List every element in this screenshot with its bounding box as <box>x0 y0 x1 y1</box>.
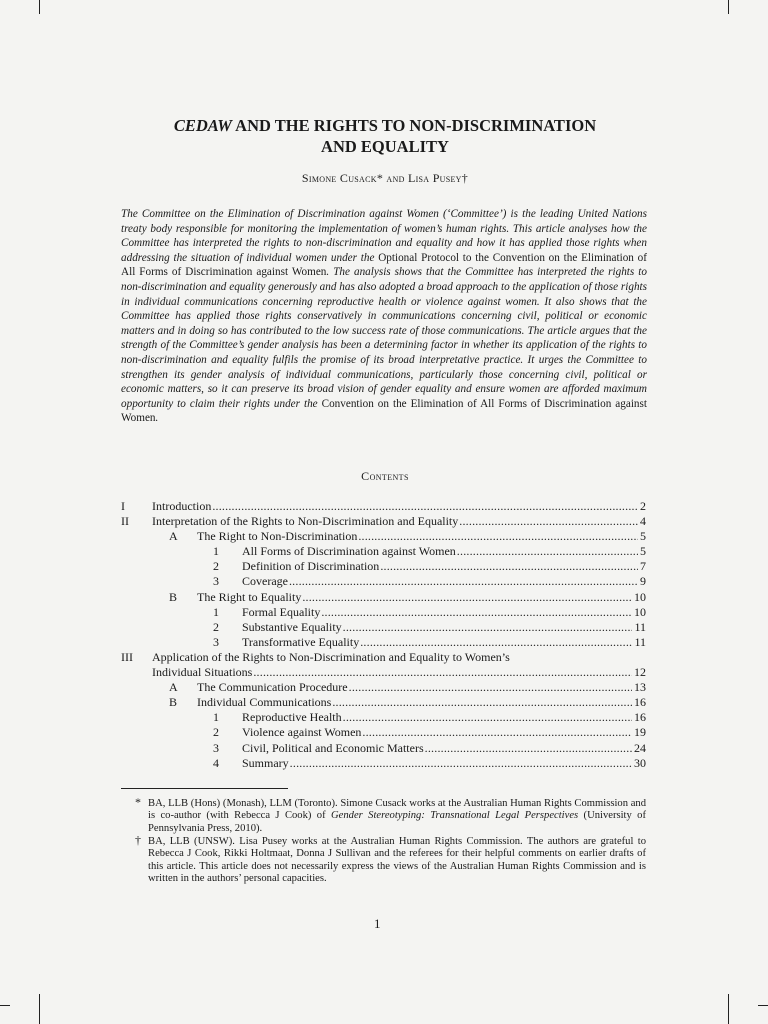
toc-label: Interpretation of the Rights to Non-Discrimination and Equality <box>152 514 459 529</box>
toc-leader-dots <box>349 680 632 695</box>
toc-page-number: 10 <box>634 589 646 604</box>
toc-page-number: 16 <box>634 695 646 710</box>
toc-number: B <box>169 589 178 604</box>
contents-heading: Contents <box>361 469 409 483</box>
toc-number: 4 <box>213 755 219 770</box>
abstract-segment: . The analysis shows that the Committee has interpreted the rights to non-discrimination and equality generously and has also adopted a broad approach to the application of those rights in individual communications concerning reproductive health or violence against women. It also shows that the Committee has applied those rights conservatively in communications concerning civil, political or economic matters and in doing so has contributed to the low success rate of those communications. The article argues that the strength of the Committee’s gender analysis has been a determining factor in whether its application of the rights to non-discrimination and equality fulfils the promise of its broad interpretative practice. It urges the Committee to strengthen its gender analysis of individual communications, particularly those concerning civil, political or economic matters, so it can preserve its broad vision of gender equality and ensure women are afforded maximum opportunity to claim their rights under the <box>121 266 647 410</box>
crop-mark-bottom-left <box>39 994 40 1024</box>
page-number: 1 <box>374 916 381 931</box>
toc-number: 3 <box>213 740 219 755</box>
toc-entry[interactable] <box>121 529 646 544</box>
toc-entry[interactable] <box>121 741 646 756</box>
crop-mark-bottom-right-h <box>758 1005 768 1006</box>
toc-page-number: 2 <box>640 499 646 513</box>
toc-number: I <box>121 499 125 513</box>
toc-leader-dots <box>289 574 638 589</box>
toc-number: B <box>169 695 178 710</box>
toc-page-number: 10 <box>634 604 646 619</box>
title-line1: AND THE RIGHTS TO NON-DISCRIMINATION <box>231 116 597 135</box>
toc-entry[interactable] <box>121 710 646 725</box>
toc-entry[interactable] <box>121 725 646 740</box>
toc-label: Application of the Rights to Non-Discrimination and Equality to Women’s <box>152 649 510 664</box>
toc-number: III <box>121 649 133 664</box>
toc-label: Summary <box>242 755 289 770</box>
toc-label: Introduction <box>152 499 212 513</box>
toc-page-number: 24 <box>634 740 646 755</box>
toc-page-number: 5 <box>640 544 646 559</box>
toc-label: Transformative Equality <box>242 634 360 649</box>
footnote-book-title: Gender Stereotyping: Transnational Legal Perspectives <box>331 810 579 822</box>
footnote-rule <box>121 788 288 789</box>
toc-page-number: 19 <box>634 725 646 740</box>
toc-label: Substantive Equality <box>242 619 342 634</box>
toc-number: 2 <box>213 559 219 574</box>
title-line2: AND EQUALITY <box>321 137 449 156</box>
footnote-text: BA, LLB (UNSW). Lisa Pusey works at the Australian Human Rights Commission. The authors are grateful to Rebecca J Cook, Rikki Holtmaat, Donna J Sullivan and the referees for their helpful comments on earlier drafts of this article. This article does not necessarily express the views of the Australian Human Rights Commission and is written in the authors’ personal capacities. <box>148 836 646 884</box>
toc-label: Civil, Political and Economic Matters <box>242 740 424 755</box>
toc-leader-dots <box>212 499 638 514</box>
toc-label: Definition of Discrimination <box>242 559 380 574</box>
toc-page-number: 7 <box>640 559 646 574</box>
toc-label: The Right to Equality <box>197 589 302 604</box>
toc-page-number: 9 <box>640 574 646 589</box>
abstract-segment: Optional Protocol to the Convention on the Elimination of All Forms of Discrimination against Women <box>121 251 647 279</box>
toc-leader-dots <box>425 741 632 756</box>
toc-page-number: 11 <box>634 634 646 649</box>
toc-entry[interactable] <box>121 605 646 620</box>
crop-mark-bottom-left-h <box>0 1005 10 1006</box>
toc-leader-dots <box>321 605 632 620</box>
toc-label: Formal Equality <box>242 604 321 619</box>
toc-entry[interactable] <box>121 559 646 574</box>
toc-leader-dots <box>343 620 633 635</box>
toc-entry[interactable] <box>121 620 646 635</box>
toc-leader-dots <box>459 514 638 529</box>
toc-label: Coverage <box>242 574 288 589</box>
toc-page-number: 4 <box>640 514 646 529</box>
toc-entry[interactable] <box>121 665 646 680</box>
abstract-segment: . <box>155 412 159 425</box>
toc-label: Violence against Women <box>242 725 362 740</box>
toc-label: Reproductive Health <box>242 710 342 725</box>
footnote-mark: * <box>135 795 141 809</box>
toc-entry[interactable] <box>121 695 646 710</box>
toc-entry[interactable] <box>121 650 646 665</box>
toc-entry[interactable] <box>121 544 646 559</box>
abstract-segment: The Committee on the Elimination of Discrimination against Women (‘Committee’) is the leading United Nations treaty body responsible for monitoring the implementation of women’s human rights. This article analyses how the Committee has interpreted the rights to non-discrimination and equality and how it has applied those rights when addressing the situation of individual women under the <box>121 208 647 264</box>
toc-number: 1 <box>213 710 219 725</box>
article-title <box>120 115 650 157</box>
toc-number: 3 <box>213 574 219 589</box>
toc-page-number: 30 <box>634 755 646 770</box>
toc-entry[interactable] <box>121 680 646 695</box>
toc-page-number: 5 <box>640 529 646 544</box>
toc-leader-dots <box>362 725 632 740</box>
toc-leader-dots <box>360 635 632 650</box>
toc-number: 3 <box>213 634 219 649</box>
toc-leader-dots <box>358 529 638 544</box>
abstract <box>121 207 647 426</box>
toc-number: 1 <box>213 604 219 619</box>
toc-label: Individual Situations <box>152 665 253 680</box>
authors: Simone Cusack* and Lisa Pusey† <box>301 171 469 185</box>
toc-leader-dots <box>302 590 632 605</box>
toc-number: II <box>121 514 129 529</box>
abstract-segment: Convention on the Elimination of All Forms of Discrimination against Women <box>121 397 647 425</box>
toc-leader-dots <box>253 665 632 680</box>
toc-leader-dots <box>457 544 638 559</box>
toc-number: 1 <box>213 544 219 559</box>
table-of-contents <box>121 499 646 771</box>
toc-page-number: 16 <box>634 710 646 725</box>
toc-page-number: 12 <box>634 665 646 680</box>
toc-label: All Forms of Discrimination against Women <box>242 544 456 559</box>
footnote-text: BA, LLB (Hons) (Monash), LLM (Toronto). Simone Cusack works at the Australian Human Rights Commission and is co-author (with Rebecca J Cook) of <box>148 798 646 822</box>
toc-number: A <box>169 529 178 544</box>
toc-number: A <box>169 680 178 695</box>
toc-label: The Communication Procedure <box>197 680 348 695</box>
toc-page-number: 11 <box>634 619 646 634</box>
toc-entry[interactable] <box>121 756 646 771</box>
title-italic: CEDAW <box>173 116 232 135</box>
toc-entry[interactable] <box>121 499 646 514</box>
crop-mark-top-right <box>728 0 729 14</box>
toc-entry[interactable] <box>121 574 646 589</box>
toc-leader-dots <box>380 559 638 574</box>
toc-entry[interactable] <box>121 514 646 529</box>
toc-leader-dots <box>343 710 632 725</box>
footnote-2 <box>121 833 646 885</box>
toc-leader-dots <box>290 756 632 771</box>
crop-mark-bottom-right <box>728 994 729 1024</box>
toc-leader-dots <box>332 695 632 710</box>
crop-mark-top-left <box>39 0 40 14</box>
footnote-text-end: (University of Pennsylvania Press, 2010). <box>148 810 647 834</box>
toc-page-number: 13 <box>634 680 646 695</box>
toc-entry[interactable] <box>121 590 646 605</box>
toc-number: 2 <box>213 619 219 634</box>
toc-label: The Right to Non-Discrimination <box>197 529 358 544</box>
toc-number: 2 <box>213 725 219 740</box>
toc-entry[interactable] <box>121 635 646 650</box>
toc-label: Individual Communications <box>197 695 332 710</box>
footnote-mark: † <box>135 833 141 847</box>
footnote-1 <box>121 795 647 835</box>
